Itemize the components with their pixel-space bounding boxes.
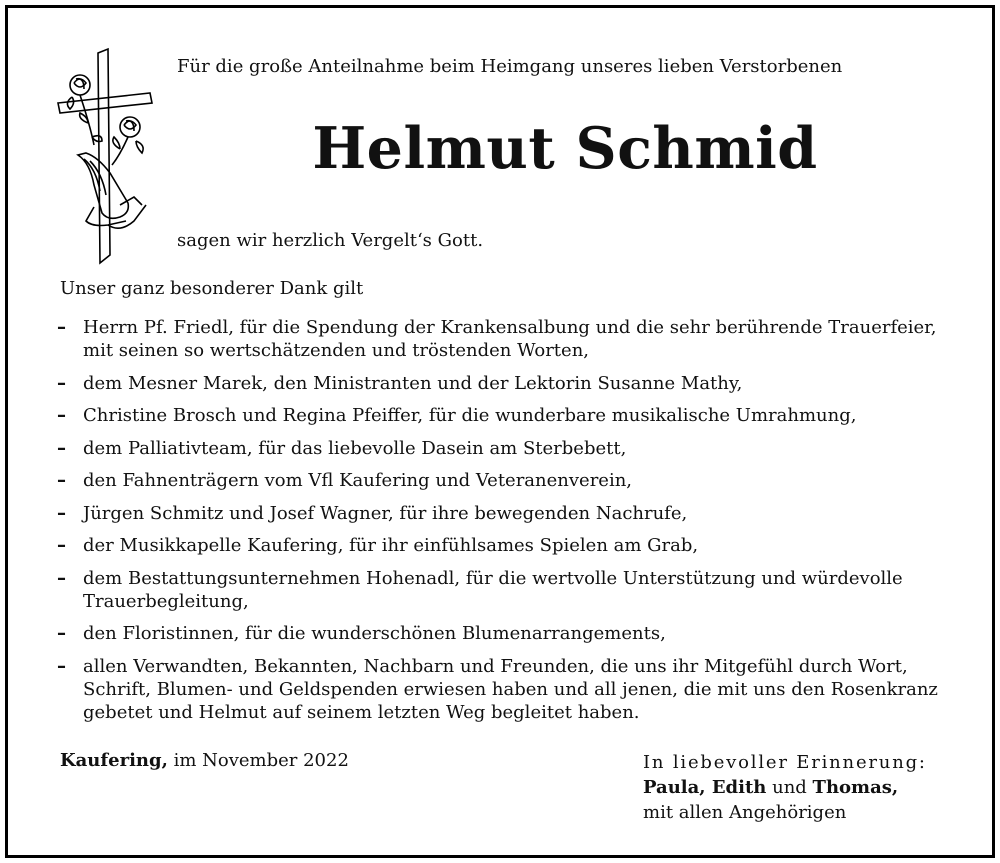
list-item (55, 372, 955, 395)
bullet-dash: – (57, 567, 66, 589)
mourners-line (643, 775, 927, 800)
list-item (55, 316, 955, 362)
thanks-text: sagen wir herzlich Vergelt‘s Gott. (177, 230, 484, 251)
signature-block (643, 750, 927, 825)
list-item-text: allen Verwandten, Bekannten, Nachbarn und Freunden, die uns ihr Mitgefühl durch Wort, Schrift, Blumen- und Geldspenden erwiesen haben und all jenen, die mit uns den Rosenkranz gebetet und Helmut auf seinem letzten Weg begleitet haben. (83, 655, 938, 723)
list-item-text: Jürgen Schmitz und Josef Wagner, für ihre bewegenden Nachrufe, (83, 502, 688, 524)
bullet-dash: – (57, 317, 66, 338)
list-item (55, 534, 955, 557)
list-item-text: der Musikkapelle Kaufering, für ihr einfühlsames Spielen am Grab, (83, 535, 699, 556)
list-item-text: dem Mesner Marek, den Ministranten und der Lektorin Susanne Mathy, (83, 372, 743, 394)
list-item-text: dem Palliativteam, für das liebevolle Dasein am Sterbebett, (83, 437, 627, 459)
relatives-line: mit allen Angehörigen (643, 802, 847, 823)
mourner-names: Paula, Edith (643, 777, 767, 798)
bullet-dash: – (57, 437, 66, 459)
list-item (55, 567, 955, 613)
list-item-text: Herrn Pf. Friedl, für die Spendung der Krankensalbung und die sehr berührende Trauerfeier, mit seinen so wertschätzenden und tröstenden Worten, (83, 317, 937, 361)
list-item (55, 622, 955, 645)
date-text: im November 2022 (167, 750, 349, 771)
bullet-dash: – (57, 623, 66, 644)
conjunction: und (766, 777, 813, 798)
list-item (55, 655, 955, 724)
list-item-text: den Fahnenträgern vom Vfl Kaufering und Veteranenverein, (83, 470, 633, 491)
list-item-text: Christine Brosch und Regina Pfeiffer, für die wunderbare musikalische Umrahmung, (83, 405, 857, 426)
list-item-text: den Floristinnen, für die wunderschönen Blumenarrangements, (83, 623, 666, 644)
list-item (55, 469, 955, 492)
lead-text: Unser ganz besonderer Dank gilt (60, 278, 364, 299)
list-item (55, 404, 955, 427)
memory-line: In liebevoller Erinnerung: (643, 752, 927, 773)
deceased-name: Helmut Schmid (312, 115, 818, 182)
place-name: Kaufering, (60, 750, 168, 771)
list-item (55, 437, 955, 460)
place-date (60, 750, 349, 771)
bullet-dash: – (57, 502, 66, 524)
bullet-dash: – (57, 372, 66, 394)
thanks-list (55, 316, 955, 733)
bullet-dash: – (57, 405, 66, 426)
list-item-text: dem Bestattungsunternehmen Hohenadl, für die wertvolle Unterstützung und würdevolle Trauerbegleitung, (83, 567, 903, 612)
bullet-dash: – (57, 470, 66, 491)
bullet-dash: – (57, 535, 66, 556)
bullet-dash: – (57, 655, 66, 677)
list-item (55, 502, 955, 525)
mourner-name: Thomas, (812, 777, 899, 798)
intro-text: Für die große Anteilnahme beim Heimgang unseres lieben Verstorbenen (177, 56, 843, 77)
